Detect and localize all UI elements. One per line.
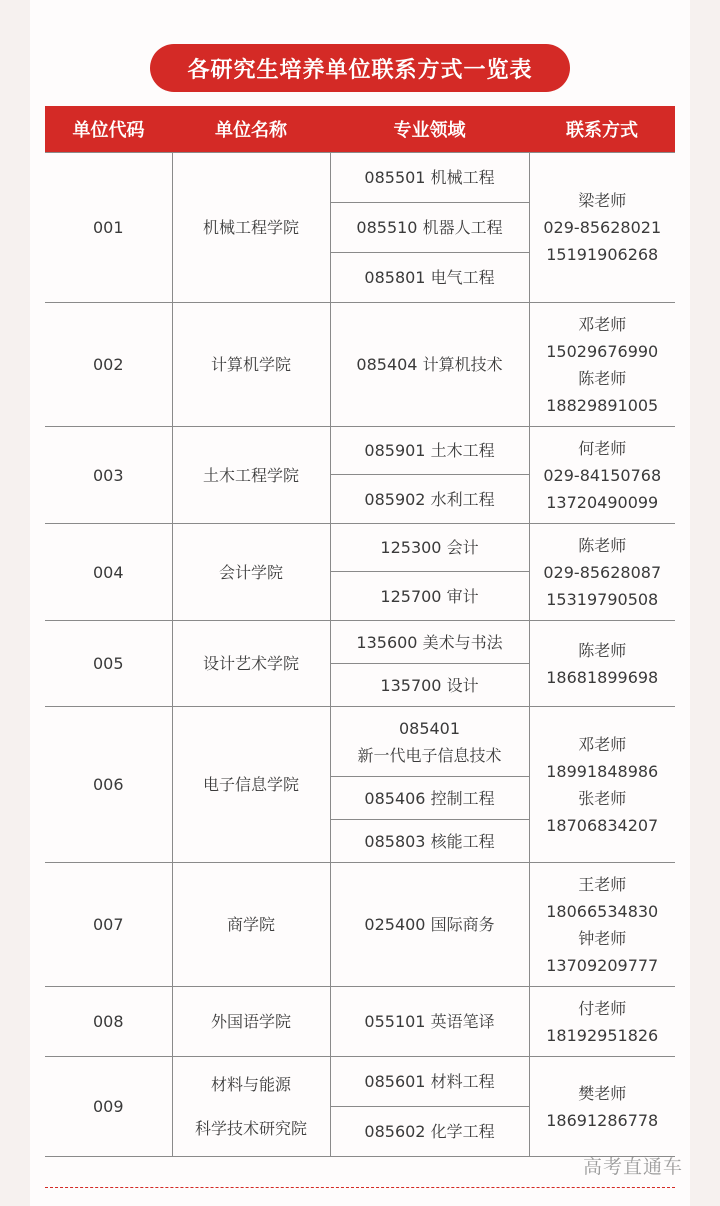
header-major: 专业领域 (330, 106, 529, 153)
contact-cell (529, 863, 675, 987)
contact-person: 钟老师 (578, 928, 627, 948)
contact-phone: 15319790508 (546, 589, 659, 609)
unit-name-line: 会计学院 (218, 562, 283, 582)
unit-name-line: 机械工程学院 (202, 218, 299, 237)
major-cell (330, 524, 529, 572)
unit-name-cell (172, 987, 330, 1057)
unit-code-cell: 003 (45, 427, 172, 524)
contact-cell (529, 707, 675, 863)
header-unit-code: 单位代码 (45, 106, 172, 153)
major-cell (330, 820, 529, 863)
contact-phone: 18706834207 (546, 815, 659, 835)
major-text: 085803 核能工程 (364, 831, 495, 851)
major-text: 085510 机器人工程 (356, 218, 503, 237)
contact-phone: 15029676990 (546, 341, 659, 361)
table-row (45, 863, 675, 987)
table-header-row (45, 106, 675, 153)
major-cell (330, 303, 529, 427)
major-cell (330, 777, 529, 820)
major-text: 085404 计算机技术 (356, 355, 503, 374)
major-cell (330, 987, 529, 1057)
header-unit-name: 单位名称 (172, 106, 330, 153)
contact-cell (529, 621, 675, 707)
unit-code-cell: 002 (45, 303, 172, 427)
contact-phone: 029-85628021 (543, 218, 662, 237)
major-text: 055101 英语笔译 (364, 1012, 495, 1031)
major-text: 085801 电气工程 (364, 268, 495, 287)
table-row (45, 524, 675, 572)
unit-code-cell: 007 (45, 863, 172, 987)
unit-name-line: 设计艺术学院 (202, 654, 299, 673)
contact-person: 邓老师 (578, 734, 627, 754)
major-cell (330, 621, 529, 664)
major-text: 新一代电子信息技术 (357, 745, 502, 765)
major-text: 085401 (398, 718, 461, 738)
contact-person: 陈老师 (578, 640, 627, 660)
unit-name-cell (172, 1057, 330, 1157)
unit-name-cell (172, 707, 330, 863)
major-cell (330, 1057, 529, 1107)
contact-phone: 15191906268 (546, 245, 659, 264)
major-cell (330, 203, 529, 253)
contact-person: 陈老师 (578, 535, 627, 555)
major-text: 085406 控制工程 (364, 788, 495, 808)
major-text: 085602 化学工程 (364, 1122, 495, 1141)
major-text: 135700 设计 (380, 675, 479, 695)
contact-cell (529, 303, 675, 427)
contact-phone: 18691286778 (546, 1110, 659, 1130)
unit-code-cell: 005 (45, 621, 172, 707)
major-cell (330, 707, 529, 777)
major-text: 025400 国际商务 (364, 915, 495, 934)
table-row (45, 621, 675, 664)
unit-name-cell (172, 863, 330, 987)
unit-name-line: 计算机学院 (210, 355, 291, 374)
unit-name-line: 科学技术研究院 (194, 1118, 307, 1138)
unit-name-line: 外国语学院 (210, 1012, 291, 1031)
contact-cell (529, 1057, 675, 1157)
contact-person: 梁老师 (578, 191, 627, 210)
unit-code-cell: 008 (45, 987, 172, 1057)
unit-name-cell (172, 303, 330, 427)
unit-name-line: 土木工程学院 (202, 465, 299, 485)
contact-phone: 029-85628087 (543, 562, 662, 582)
unit-name-cell (172, 621, 330, 707)
table-row (45, 1057, 675, 1107)
contact-phone: 18192951826 (546, 1025, 659, 1045)
major-cell (330, 153, 529, 203)
major-cell (330, 475, 529, 524)
contact-phone: 18681899698 (546, 667, 659, 687)
major-cell (330, 863, 529, 987)
table-row (45, 987, 675, 1057)
dashed-divider (45, 1187, 675, 1188)
contact-person: 王老师 (578, 874, 627, 894)
major-cell (330, 572, 529, 621)
unit-name-line: 电子信息学院 (202, 775, 299, 794)
major-text: 085501 机械工程 (364, 168, 495, 187)
unit-name-line: 材料与能源 (210, 1074, 291, 1094)
contact-phone: 13709209777 (546, 955, 659, 975)
unit-code-cell: 006 (45, 707, 172, 863)
contact-cell (529, 987, 675, 1057)
contacts-table (45, 106, 675, 1157)
header-contact: 联系方式 (529, 106, 675, 153)
table-row (45, 303, 675, 427)
contact-cell (529, 153, 675, 303)
major-text: 135600 美术与书法 (356, 632, 503, 652)
table-row (45, 427, 675, 475)
contact-phone: 13720490099 (546, 492, 659, 512)
major-text: 125300 会计 (380, 538, 479, 557)
contact-phone: 18829891005 (546, 395, 659, 415)
watermark: 高考直通车 (583, 1156, 684, 1178)
major-cell (330, 253, 529, 303)
table-row (45, 153, 675, 203)
contact-person: 张老师 (578, 788, 627, 808)
major-cell (330, 1107, 529, 1157)
page-title (150, 44, 570, 92)
major-text: 085901 土木工程 (364, 441, 495, 460)
contact-cell (529, 524, 675, 621)
major-text: 085601 材料工程 (364, 1072, 495, 1091)
major-cell (330, 664, 529, 707)
page-title-text: 各研究生培养单位联系方式一览表 (187, 57, 533, 83)
unit-name-cell (172, 524, 330, 621)
contact-person: 樊老师 (578, 1083, 627, 1103)
unit-code-cell: 001 (45, 153, 172, 303)
unit-code-cell: 004 (45, 524, 172, 621)
contact-person: 付老师 (578, 998, 627, 1018)
contact-phone: 18066534830 (546, 901, 659, 921)
major-cell (330, 427, 529, 475)
contact-phone: 029-84150768 (543, 465, 662, 485)
contact-person: 陈老师 (578, 368, 627, 388)
unit-name-cell (172, 153, 330, 303)
unit-name-cell (172, 427, 330, 524)
table-body (45, 153, 675, 1157)
contact-person: 何老师 (578, 438, 627, 458)
contact-phone: 18991848986 (546, 761, 659, 781)
contact-cell (529, 427, 675, 524)
major-text: 125700 审计 (380, 586, 479, 606)
contact-person: 邓老师 (578, 314, 627, 334)
table-row (45, 707, 675, 777)
unit-code-cell: 009 (45, 1057, 172, 1157)
major-text: 085902 水利工程 (364, 489, 495, 509)
unit-name-line: 商学院 (226, 915, 275, 934)
